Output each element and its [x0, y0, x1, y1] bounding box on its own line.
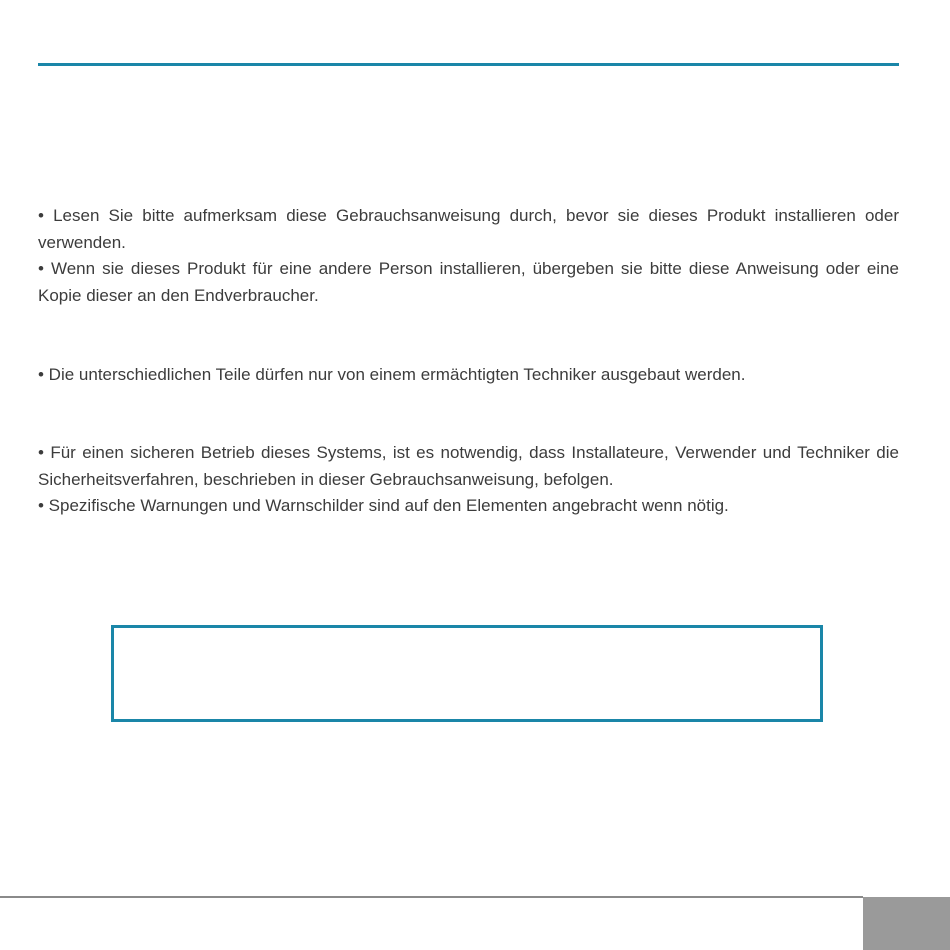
section-disassembly	[38, 362, 899, 389]
section-safety	[38, 440, 899, 520]
page-number-tab	[863, 897, 950, 950]
bullet-read-manual: • Lesen Sie bitte aufmerksam diese Gebrauchsanweisung durch, bevor sie dieses Produkt installieren oder verwenden.	[38, 206, 899, 252]
bullet-authorized-technician: • Die unterschiedlichen Teile dürfen nur von einem ermächtigten Techniker ausgebaut werden.	[38, 365, 746, 384]
footer-rule	[0, 896, 863, 898]
bullet-hand-over-manual: • Wenn sie dieses Produkt für eine andere Person installieren, übergeben sie bitte diese Anweisung oder eine Kopie dieser an den Endverbraucher.	[38, 259, 899, 305]
bullet-warning-labels: • Spezifische Warnungen und Warnschilder sind auf den Elementen angebracht wenn nötig.	[38, 496, 729, 515]
header-rule	[38, 63, 899, 66]
bullet-safety-procedures: • Für einen sicheren Betrieb dieses Systems, ist es notwendig, dass Installateure, Verwender und Techniker die Sicherheitsverfahren, beschrieben in dieser Gebrauchsanweisung, befolgen.	[38, 443, 899, 489]
notice-box	[111, 625, 823, 722]
section-read-instructions	[38, 203, 899, 309]
